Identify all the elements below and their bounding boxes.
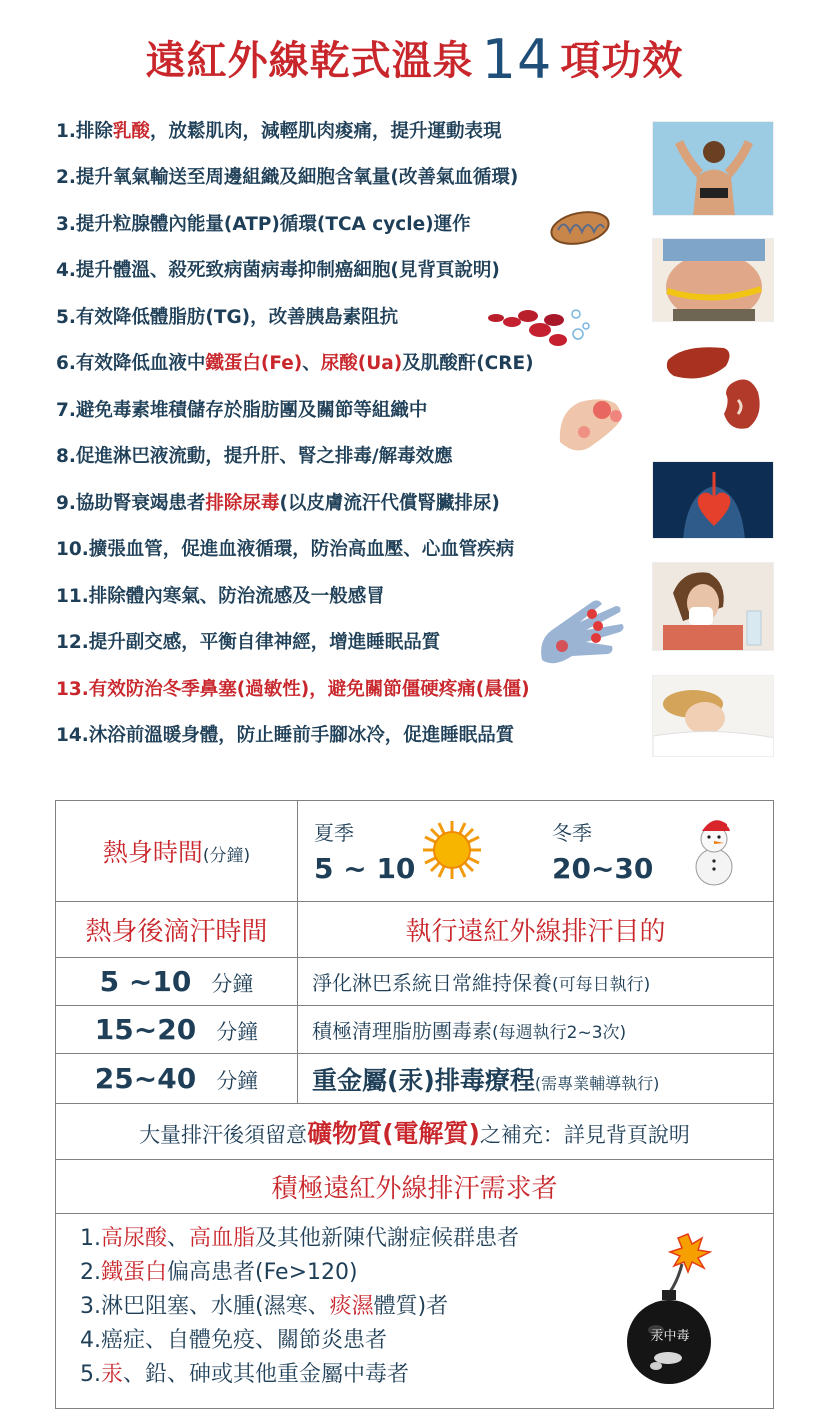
page-title (0, 28, 829, 91)
needs-text: 偏高患者(Fe>120) (167, 1260, 358, 1285)
needs-text: 2. (80, 1260, 101, 1285)
benefit-number: 11. (56, 586, 89, 607)
benefit-text: 有效降低血液中 (75, 353, 206, 374)
benefit-text: 提升體溫、殺死致病菌病毒抑制癌細胞(見背頁說明) (75, 260, 500, 281)
warmup-unit: (分鐘) (202, 846, 251, 866)
snowman-icon (688, 813, 740, 889)
athlete-photo-icon (652, 121, 774, 216)
needs-text: 及其他新陳代謝症候群患者 (255, 1226, 520, 1251)
benefit-text: 促進淋巴液流動，提升肝、腎之排毒/解毒效應 (75, 446, 453, 467)
needs-text: 、鉛、砷或其他重金屬中毒者 (123, 1362, 410, 1387)
benefit-number: 3. (56, 214, 76, 235)
benefit-text: 擴張血管，促進血液循環，防治高血壓、心血管疾病 (88, 539, 515, 560)
heart-anatomy-photo-icon (652, 461, 774, 539)
table-row (56, 1006, 774, 1054)
benefit-text: ，放鬆肌肉，減輕肌肉痠痛，提升運動表現 (149, 121, 502, 142)
benefit-number: 7. (56, 400, 76, 421)
benefit-item (56, 489, 500, 519)
benefit-item (56, 582, 385, 612)
benefit-text: 排除 (75, 121, 113, 142)
needs-list (80, 1222, 519, 1392)
needs-text: 鐵蛋白 (101, 1260, 168, 1285)
minutes-value: 25~40 (94, 1062, 197, 1095)
benefit-text: 乳酸 (112, 121, 150, 142)
needs-text: 痰濕 (329, 1294, 374, 1319)
benefit-text: 及肌酸酐(CRE) (402, 353, 534, 374)
needs-text: 高血脂 (189, 1226, 256, 1251)
benefit-number: 5. (56, 307, 76, 328)
bomb-label: 汞中毒 (650, 1329, 690, 1344)
benefit-text: 、 (302, 353, 321, 374)
purpose-main: 積極清理脂肪團毒素 (312, 1019, 492, 1043)
purpose-cell (298, 958, 774, 1006)
minutes-value: 15~20 (94, 1013, 197, 1046)
benefit-item (56, 349, 534, 379)
benefit-text: 有效防治冬季鼻塞(過敏性)，避免關節僵硬疼痛(晨僵) (88, 679, 530, 700)
minutes-unit: 分鐘 (216, 1020, 259, 1044)
benefit-item (56, 163, 518, 193)
needs-text: 高尿酸 (101, 1226, 168, 1251)
purpose-cell (298, 1054, 774, 1104)
winter-label: 冬季 (552, 821, 592, 845)
sweat-time-header: 熱身後滴汗時間 (56, 902, 298, 958)
benefit-item (56, 535, 514, 565)
summer-block (314, 817, 415, 885)
summer-value: 5 ~ 10 (314, 852, 416, 885)
benefit-number: 1. (56, 121, 76, 142)
benefit-item (56, 256, 500, 286)
list-item (80, 1290, 519, 1324)
purpose-main: 重金屬(汞)排毒療程 (312, 1065, 535, 1095)
sleeping-woman-photo-icon (652, 675, 774, 757)
benefit-text: 提升粒腺體內能量(ATP)循環(TCA cycle)運作 (75, 214, 471, 235)
minutes-cell (56, 1054, 298, 1104)
needs-text: 、 (167, 1226, 190, 1251)
needs-text: 3.淋巴阻塞、水腫(濕寒、 (80, 1294, 330, 1319)
benefit-text: 排除尿毒 (205, 493, 280, 514)
mineral-note (56, 1104, 774, 1160)
table-row (56, 958, 774, 1006)
sweat-schedule-table (55, 800, 774, 1409)
list-item (80, 1358, 519, 1392)
benefit-number: 12. (56, 632, 89, 653)
needs-text: 5. (80, 1362, 101, 1387)
benefit-item (56, 675, 530, 705)
mineral-note-after: 之補充：詳見背頁說明 (479, 1122, 690, 1147)
minutes-cell (56, 958, 298, 1006)
warmup-cell (56, 801, 298, 902)
summer-label: 夏季 (314, 821, 354, 845)
season-cell (298, 801, 774, 902)
table-row (56, 1054, 774, 1104)
benefit-item (56, 210, 471, 240)
mineral-note-before: 大量排汗後須留意 (139, 1122, 308, 1147)
benefit-text: 協助腎衰竭患者 (75, 493, 206, 514)
benefit-item (56, 721, 514, 751)
purpose-main: 淨化淋巴系統日常維持保養 (312, 971, 552, 995)
minutes-unit: 分鐘 (216, 1069, 259, 1093)
benefit-number: 8. (56, 446, 76, 467)
benefit-text: 提升氧氣輸送至周邊組織及細胞含氧量(改善氣血循環) (75, 167, 519, 188)
sun-icon (421, 819, 483, 881)
winter-value: 20~30 (552, 852, 654, 885)
purpose-note: (可每日執行) (552, 975, 651, 995)
benefit-number: 13. (56, 679, 89, 700)
benefit-number: 6. (56, 353, 76, 374)
sick-woman-photo-icon (652, 562, 774, 651)
benefit-item (56, 442, 453, 472)
title-number: 14 (481, 28, 553, 91)
winter-block (552, 817, 653, 885)
needs-text: 汞 (101, 1362, 124, 1387)
belly-measure-photo-icon (652, 238, 774, 322)
list-item (80, 1256, 519, 1290)
benefit-text: 避免毒素堆積儲存於脂肪團及關節等組織中 (75, 400, 428, 421)
benefit-item (56, 396, 427, 426)
needs-title: 積極遠紅外線排汗需求者 (56, 1160, 774, 1214)
warmup-label: 熱身時間 (102, 838, 203, 867)
mitochondria-icon (548, 208, 612, 248)
needs-text: 體質)者 (373, 1294, 449, 1319)
benefit-number: 14. (56, 725, 89, 746)
purpose-note: (需專業輔導執行) (534, 1073, 660, 1093)
benefit-text: 沐浴前溫暖身體，防止睡前手腳冰冷，促進睡眠品質 (88, 725, 515, 746)
purpose-header: 執行遠紅外線排汗目的 (298, 902, 774, 958)
bomb-icon (626, 1230, 718, 1390)
benefit-item (56, 628, 440, 658)
title-prefix: 遠紅外線乾式溫泉 (145, 38, 474, 84)
benefit-text: (以皮膚流汗代償腎臟排尿) (279, 493, 500, 514)
benefit-text: 排除體內寒氣、防治流感及一般感冒 (88, 586, 385, 607)
inflamed-foot-icon (554, 392, 628, 460)
benefit-number: 4. (56, 260, 76, 281)
minutes-cell (56, 1006, 298, 1054)
needs-text: 4.癌症、自體免疫、關節炎患者 (80, 1328, 387, 1353)
list-item (80, 1222, 519, 1256)
minutes-unit: 分鐘 (211, 972, 254, 996)
benefit-item (56, 117, 501, 147)
minutes-value: 5 ~10 (99, 965, 192, 998)
purpose-cell (298, 1006, 774, 1054)
benefit-text: 提升副交感，平衡自律神經，增進睡眠品質 (88, 632, 441, 653)
benefit-text: 有效降低體脂肪(TG)，改善胰島素阻抗 (75, 307, 399, 328)
mineral-note-highlight: 礦物質(電解質) (307, 1118, 480, 1148)
benefit-text: 尿酸(Ua) (320, 353, 403, 374)
benefit-text: 鐵蛋白(Fe) (205, 353, 303, 374)
benefit-number: 2. (56, 167, 76, 188)
benefit-number: 10. (56, 539, 89, 560)
needs-cell (56, 1214, 774, 1409)
title-suffix: 項功效 (560, 38, 684, 84)
list-item (80, 1324, 519, 1358)
hand-joints-icon (532, 590, 632, 670)
purpose-note: (每週執行2~3次) (492, 1023, 627, 1043)
blood-cells-icon (482, 300, 597, 355)
benefit-number: 9. (56, 493, 76, 514)
liver-kidney-icon (664, 340, 769, 435)
benefit-item (56, 303, 398, 333)
needs-text: 1. (80, 1226, 101, 1251)
